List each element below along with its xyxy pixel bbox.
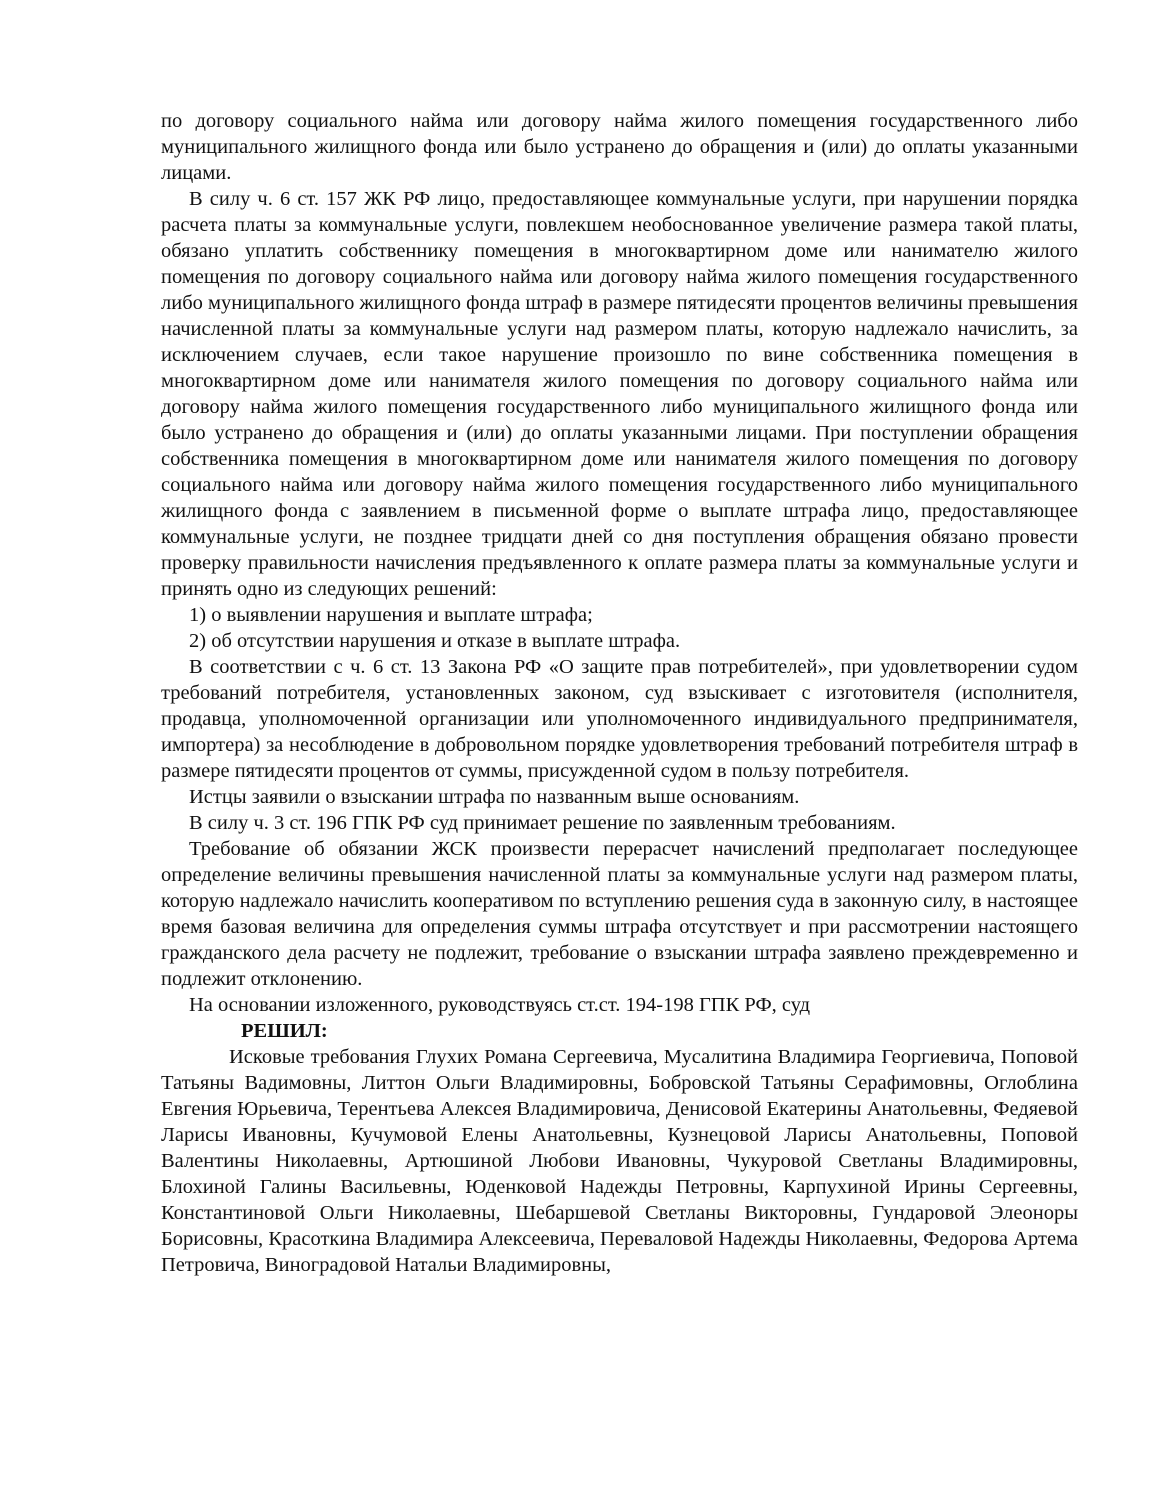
paragraph-housing-code: В силу ч. 6 ст. 157 ЖК РФ лицо, предоставляющее коммунальные услуги, при нарушении порядка расчета платы за коммунальные услуги, повлекшем необоснованное увеличение размера такой платы, обязано уплатить собственнику помещения в многоквартирном доме или нанимателю жилого помещения по договору социального найма или договору найма жилого помещения государственного либо муниципального жилищного фонда штраф в размере пятидесяти процентов величины превышения начисленной платы за коммунальные услуги над размером платы, которую надлежало начислить, за исключением случаев, если такое нарушение произошло по вине собственника помещения в многоквартирном доме или нанимателя жилого помещения по договору социального найма или договору найма жилого помещения государственного либо муниципального жилищного фонда или было устранено до обращения и (или) до оплаты указанными лицами. При поступлении обращения собственника помещения в многоквартирном доме или нанимателя жилого помещения по договору социального найма или договору найма жилого помещения государственного либо муниципального жилищного фонда с заявлением в письменной форме о выплате штрафа лицо, предоставляющее коммунальные услуги, не позднее тридцати дней со дня поступления обращения обязано провести проверку правильности начисления предъявленного к оплате размера платы за коммунальные услуги и принять одно из следующих решений: [161,188,1078,600]
paragraph-consumer-law: В соответствии с ч. 6 ст. 13 Закона РФ «О защите прав потребителей», при удовлетворении судом требований потребителя, установленных законом, суд взыскивает с изготовителя (исполнителя, продавца, уполномоченной организации или уполномоченного индивидуального предпринимателя, импортера) за несоблюдение в добровольном порядке удовлетворения требований потребителя штраф в размере пятидесяти процентов от суммы, присужденной судом в пользу потребителя. [161,656,1078,782]
paragraph-claimants: Истцы заявили о взыскании штрафа по названным выше основаниям. [189,786,800,808]
document-body [161,108,1078,1278]
paragraph-continuation: по договору социального найма или договору найма жилого помещения государственного либо муниципального жилищного фонда или было устранено до обращения и (или) до оплаты указанными лицами. [161,110,1078,184]
paragraph-civil-code: В силу ч. 3 ст. 196 ГПК РФ суд принимает решение по заявленным требованиям. [189,812,896,834]
paragraph-claims-list: Исковые требования Глухих Романа Сергеевича, Мусалитина Владимира Георгиевича, Поповой Татьяны Вадимовны, Литтон Ольги Владимировны, Бобровской Татьяны Серафимовны, Оглоблина Евгения Юрьевича, Терентьева Алексея Владимировича, Денисовой Екатерины Анатольевны, Федяевой Ларисы Ивановны, Кучумовой Елены Анатольевны, Кузнецовой Ларисы Анатольевны, Поповой Валентины Николаевны, Артюшиной Любови Ивановны, Чукуровой Светланы Владимировны, Блохиной Галины Васильевны, Юденковой Надежды Петровны, Карпухиной Ирины Сергеевны, Константиновой Ольги Николаевны, Шебаршевой Светланы Викторовны, Гундаровой Элеоноры Борисовны, Красоткина Владимира Алексеевича, Переваловой Надежды Николаевны, Федорова Артема Петровича, Виноградовой Натальи Владимировны, [161,1046,1078,1276]
paragraph-recalculation: Требование об обязании ЖСК произвести перерасчет начислений предполагает последующее определение величины превышения начисленной платы за коммунальные услуги над размером платы, которую надлежало начислить кооперативом по вступлению решения суда в законную силу, в настоящее время базовая величина для определения суммы штрафа отсутствует и при рассмотрении настоящего гражданского дела расчету не подлежит, требование о взыскании штрафа заявлено преждевременно и подлежит отклонению. [161,838,1078,990]
list-item-decision-2: 2) об отсутствии нарушения и отказе в выплате штрафа. [189,630,681,652]
paragraph-basis: На основании изложенного, руководствуясь ст.ст. 194-198 ГПК РФ, суд [189,994,811,1016]
decision-heading: РЕШИЛ: [241,1020,328,1042]
list-item-decision-1: 1) о выявлении нарушения и выплате штрафа; [189,604,593,626]
